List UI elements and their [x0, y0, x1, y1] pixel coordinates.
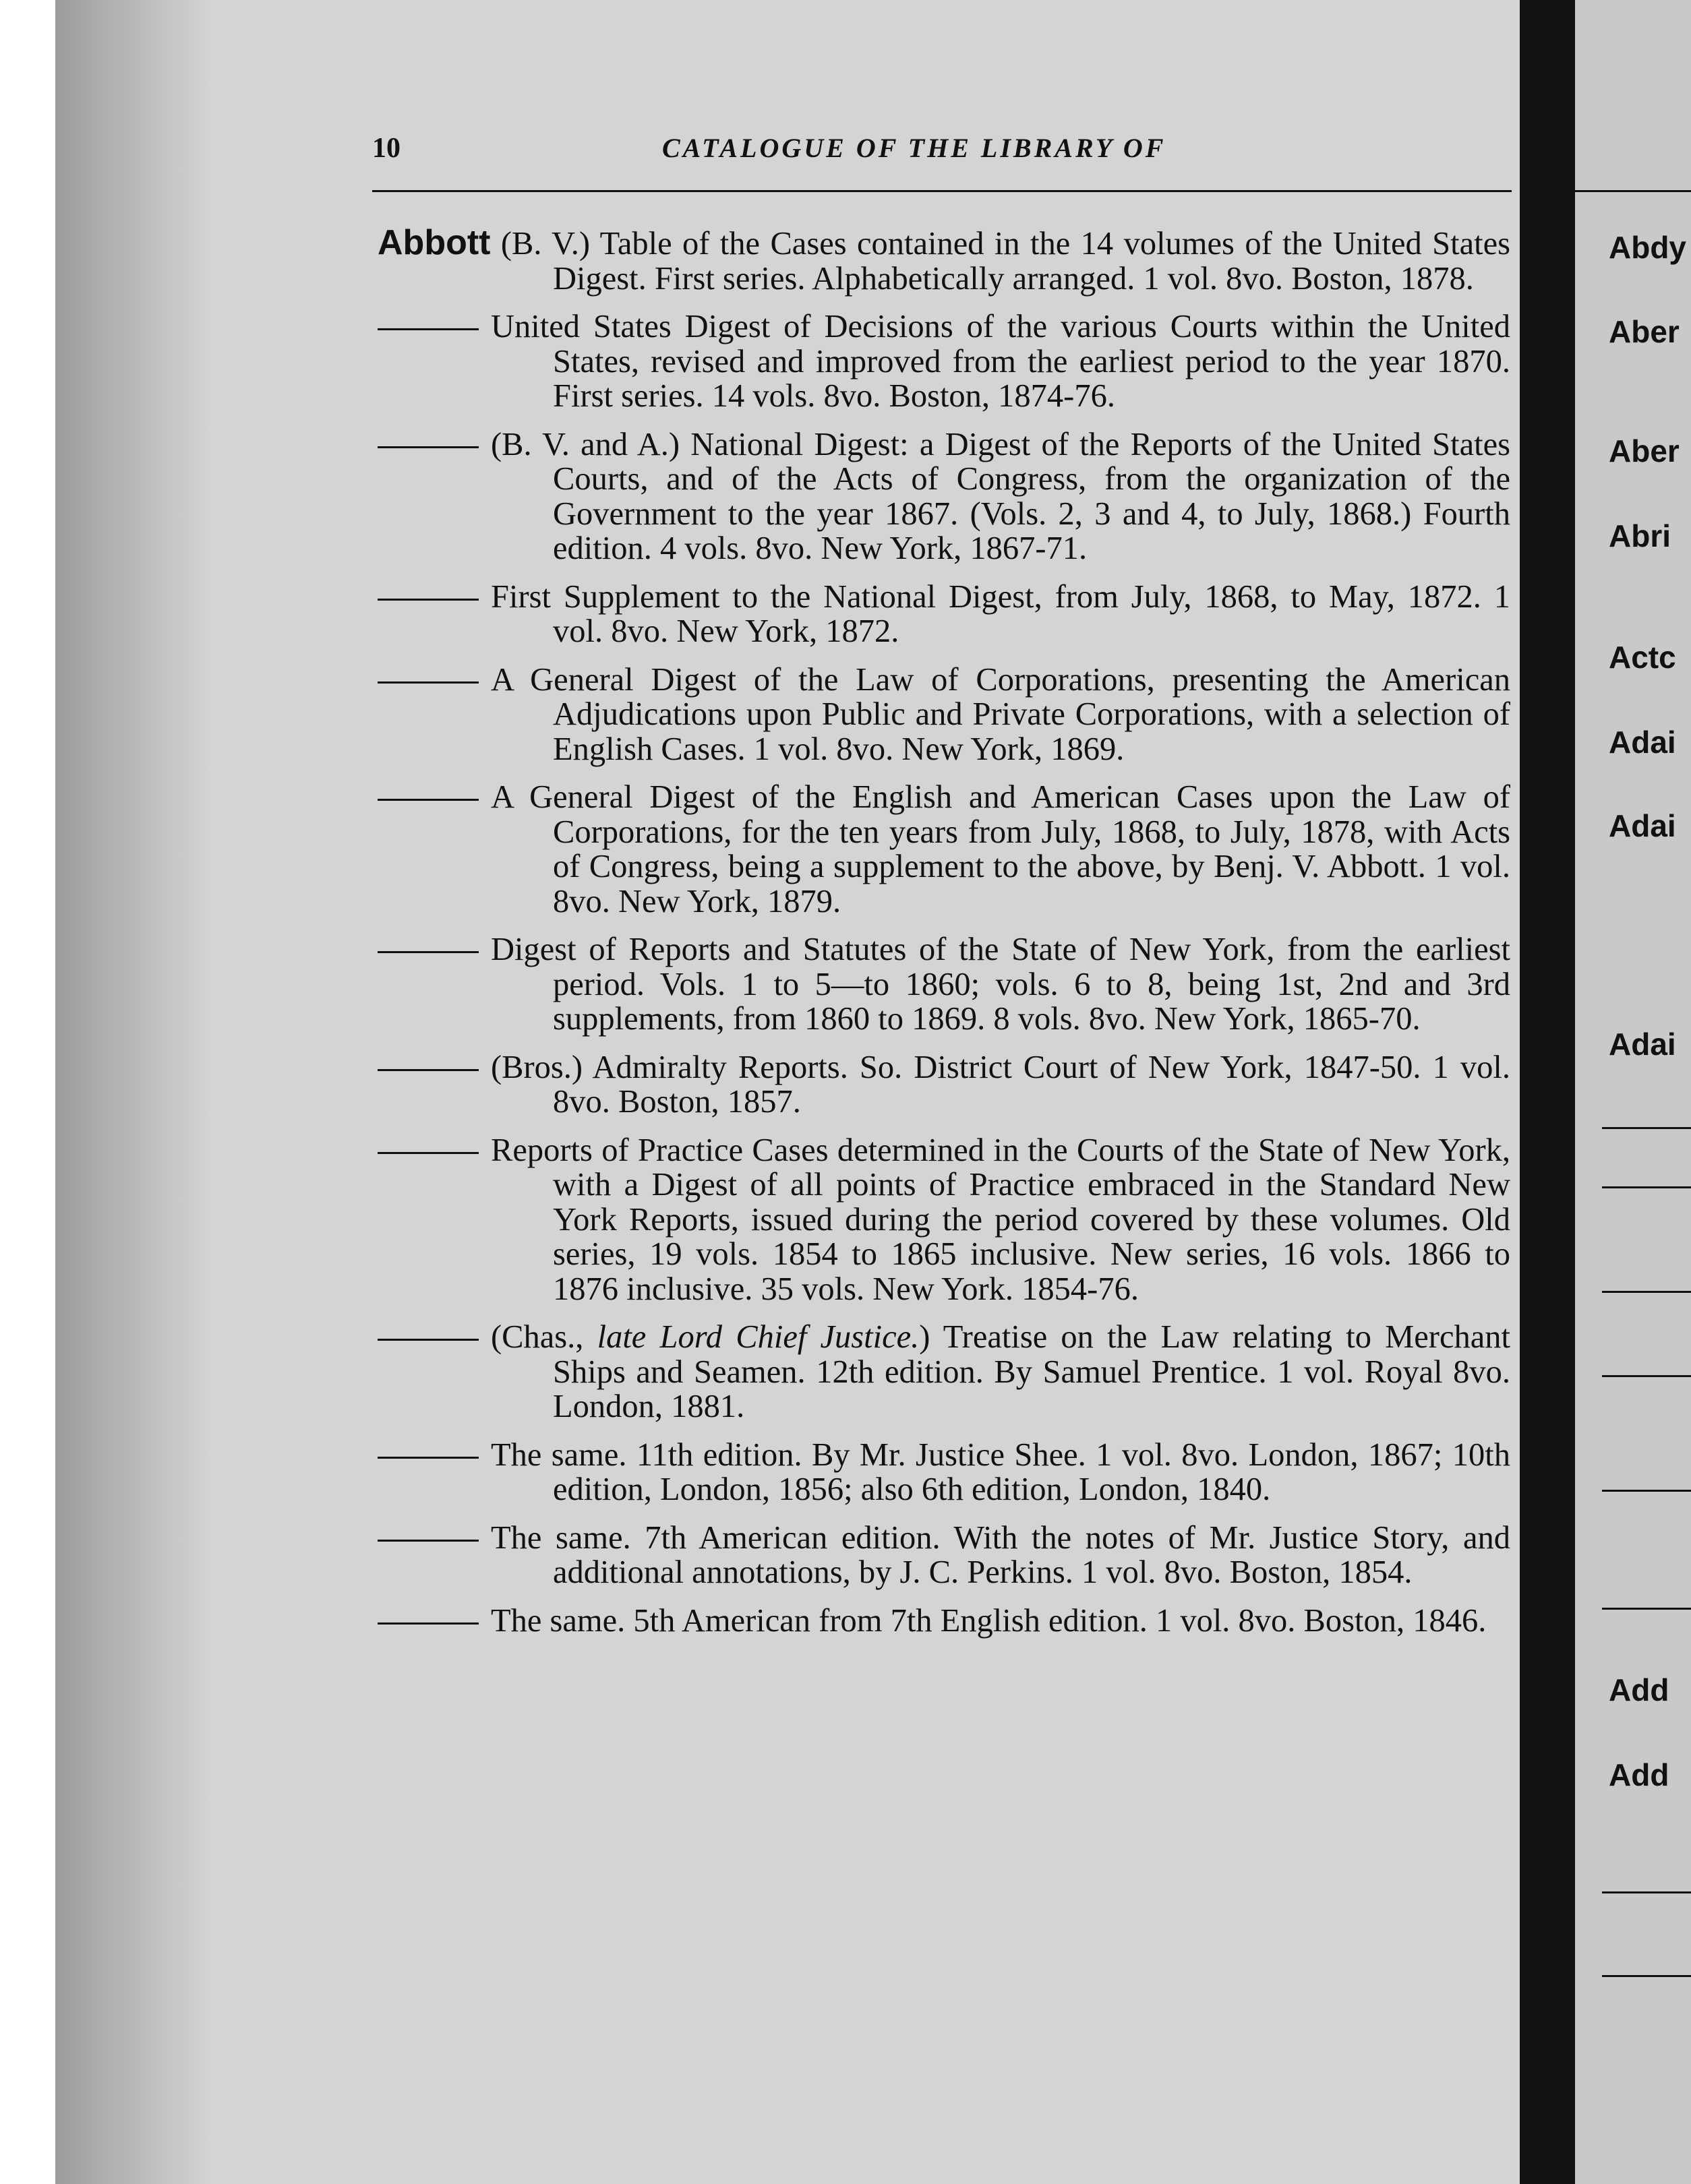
entry-text: A General Digest of the Law of Corporations, presenting the American Adjudications upon Public and Private Corporations, with a selection of English Cases. 1 vol. 8vo. New York, 1869.	[491, 661, 1510, 767]
entry-text: (B. V.) Table of the Cases contained in the 14 volumes of the United States Digest. First series. Alphabetically arranged. 1 vol. 8vo. Boston, 1878.	[500, 226, 1511, 297]
catalogue-entry	[378, 1604, 1510, 1639]
facing-headword: Aber	[1609, 433, 1680, 468]
scan-margin-left	[0, 0, 55, 2184]
ditto-dash	[378, 446, 479, 448]
entry-text: The same. 5th American from 7th English edition. 1 vol. 8vo. Boston, 1846.	[491, 1602, 1487, 1639]
facing-page-fragment	[1575, 0, 1691, 2184]
book-gutter	[1520, 0, 1575, 2184]
facing-headword: Abdy	[1609, 230, 1686, 265]
ditto-dash	[378, 681, 479, 684]
entry-text-post: ) Treatise on the Law relating to Merchant Ships and Seamen. 12th edition. By Samuel Prentice. 1 vol. Royal 8vo. London, 1881.	[553, 1319, 1510, 1424]
entry-text-italic: late Lord Chief Justice.	[597, 1319, 920, 1355]
facing-ditto-dash	[1602, 1375, 1691, 1377]
entry-headword: Abbott	[378, 223, 491, 262]
catalogue-entry	[378, 223, 1511, 297]
catalogue-entry	[378, 1050, 1510, 1120]
entry-text: First Supplement to the National Digest, from July, 1868, to May, 1872. 1 vol. 8vo. New York, 1872.	[491, 578, 1510, 649]
page-header	[372, 132, 1512, 171]
entry-text: Reports of Practice Cases determined in the Courts of the State of New York, with a Digest of all points of Practice embraced in the Standard New York Reports, issued during the period covered by these volumes. Old series, 19 vols. 1854 to 1865 inclusive. New series, 16 vols. 1866 to 1876 inclusive. 35 vols. New York. 1854-76.	[491, 1132, 1510, 1307]
catalogue-entry	[378, 1438, 1510, 1507]
catalogue-entry	[378, 1320, 1510, 1424]
catalogue-entry	[378, 1133, 1510, 1307]
facing-ditto-dash	[1602, 1608, 1691, 1610]
facing-headword: Add	[1609, 1757, 1669, 1792]
facing-headword: Adai	[1609, 808, 1676, 843]
entry-text: (Bros.) Admiralty Reports. So. District Court of New York, 1847-50. 1 vol. 8vo. Boston, 1857.	[491, 1049, 1510, 1120]
facing-page-rule	[1575, 190, 1691, 192]
facing-headword: Actc	[1609, 640, 1676, 675]
facing-headword: Abri	[1609, 518, 1671, 553]
catalogue-entry	[378, 309, 1510, 414]
facing-headword: Adai	[1609, 725, 1676, 760]
page-edge-shadow	[55, 0, 210, 2184]
facing-ditto-dash	[1602, 1490, 1691, 1492]
facing-ditto-dash	[1602, 1127, 1691, 1129]
catalogue-entry	[378, 1521, 1510, 1590]
facing-headword: Aber	[1609, 314, 1680, 349]
entry-text: The same. 11th edition. By Mr. Justice Shee. 1 vol. 8vo. London, 1867; 10th edition, London, 1856; also 6th edition, London, 1840.	[491, 1436, 1510, 1507]
entry-text: A General Digest of the English and American Cases upon the Law of Corporations, for the ten years from July, 1868, to July, 1878, with Acts of Congress, being a supplement to the above, by Benj. V. Abbott. 1 vol. 8vo. New York, 1879.	[491, 779, 1510, 919]
page-number: 10	[372, 133, 400, 164]
running-head: CATALOGUE OF THE LIBRARY OF	[662, 133, 1166, 163]
ditto-dash	[378, 1339, 479, 1341]
facing-headword: Add	[1609, 1672, 1669, 1707]
entry-text: (B. V. and A.) National Digest: a Digest of the Reports of the United States Courts, and of the Acts of Congress, from the organization of the Government to the year 1867. (Vols. 2, 3 and 4, to July, 1868.) Fourth edition. 4 vols. 8vo. New York, 1867-71.	[491, 426, 1510, 566]
ditto-dash	[378, 1069, 479, 1071]
facing-ditto-dash	[1602, 1291, 1691, 1293]
catalogue-entry	[378, 580, 1510, 649]
entry-text: United States Digest of Decisions of the various Courts within the United States, revised and improved from the earliest period to the year 1870. First series. 14 vols. 8vo. Boston, 1874-76.	[491, 309, 1510, 414]
ditto-dash	[378, 951, 479, 953]
catalogue-entry	[378, 780, 1510, 919]
facing-ditto-dash	[1602, 1975, 1691, 1977]
catalogue-entry	[378, 663, 1510, 767]
ditto-dash	[378, 1152, 479, 1154]
header-rule	[372, 190, 1512, 192]
facing-headword: Adai	[1609, 1027, 1676, 1062]
ditto-dash	[378, 1622, 479, 1625]
ditto-dash	[378, 599, 479, 601]
ditto-dash	[378, 799, 479, 801]
facing-ditto-dash	[1602, 1891, 1691, 1893]
facing-ditto-dash	[1602, 1186, 1691, 1188]
entry-text: Digest of Reports and Statutes of the State of New York, from the earliest period. Vols. 1 to 5—to 1860; vols. 6 to 8, being 1st, 2nd and 3rd supplements, from 1860 to 1869. 8 vols. 8vo. New York, 1865-70.	[491, 932, 1510, 1037]
entry-text: The same. 7th American edition. With the notes of Mr. Justice Story, and additional annotations, by J. C. Perkins. 1 vol. 8vo. Boston, 1854.	[491, 1519, 1510, 1590]
entry-text-pre: (Chas.,	[491, 1319, 597, 1355]
catalogue-entry	[378, 932, 1510, 1037]
ditto-dash	[378, 1457, 479, 1459]
catalogue-entries	[378, 223, 1511, 1651]
ditto-dash	[378, 328, 479, 330]
catalogue-entry	[378, 427, 1510, 566]
ditto-dash	[378, 1540, 479, 1542]
